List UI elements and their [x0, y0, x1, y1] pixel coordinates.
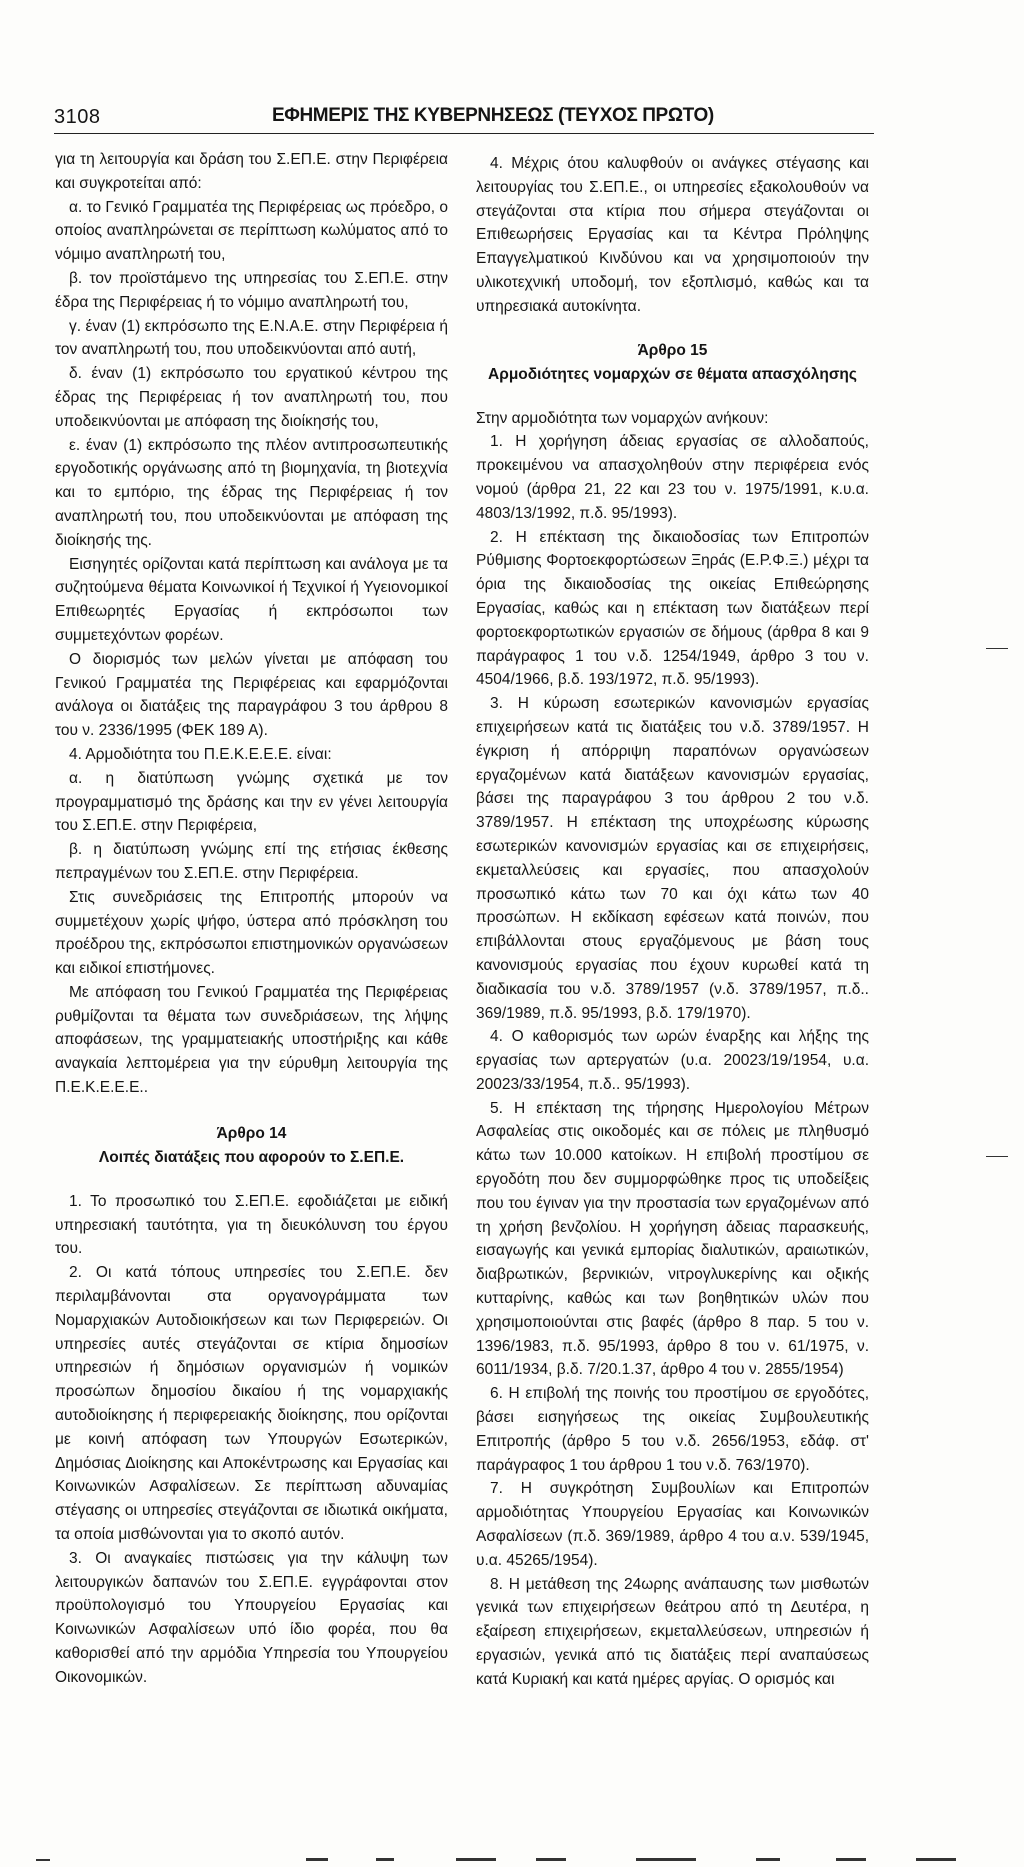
paragraph: 5. Η επέκταση της τήρησης Ημερολογίου Μέτρων Ασφαλείας στις οικοδομές και σε πόλεις με πληθυσμό κάτω των 10.000 κατοίκων. Η επιβολή προστίμου σε εργοδότη που δεν συμμορφώθηκε προς τις υποδείξεις που του έγιναν για την προστασία των εργαζομένων από τη χρήση βενζολίου. Η χορήγηση άδειας παρασκευής, εισαγωγής και γενικά εμπορίας διαλυτικών, αραιωτικών, διαβρωτικών, βερνικιών, νιτρογλυκερίνης και οξικής κυτταρίνης, καθώς και των βοηθητικών υλών που χρησιμοποιούνται στις βαφές (άρθρο 8 παρ. 5 του ν. 1396/1983, π.δ. 95/1993, άρθρο 8 του ν. 61/1975, ν. 6011/1934, β.δ. 7/20.1.37, άρθρο 4 του ν. 2855/1954)	[476, 1099, 869, 1379]
paragraph: Στις συνεδριάσεις της Επιτροπής μπορούν να συμμετέχουν χωρίς ψήφο, ύστερα από πρόσκληση του προέδρου της, εκπρόσωποι επιστημονικών οργανώσεων και ειδικοί επιστήμονες.	[55, 888, 448, 978]
paragraph: Εισηγητές ορίζονται κατά περίπτωση και ανάλογα με τα συζητούμενα θέματα Κοινωνικοί ή Τεχνικοί ή Υγειονομικοί Επιθεωρητές Εργασίας ή εκπρόσωποι των συμμετεχόντων φορέων.	[55, 555, 448, 644]
left-column	[55, 148, 448, 1690]
paragraph: 3. Οι αναγκαίες πιστώσεις για την κάλυψη των λειτουργικών δαπανών του Σ.ΕΠ.Ε. εγγράφονται στον προϋπολογισμό του Υπουργείου Εργασίας και Κοινωνικών Ασφαλίσεων υπό ίδιο φορέα, που θα καθορισθεί από την αρμόδια Υπηρεσία του Υπουργείου Οικονομικών.	[55, 1549, 448, 1686]
gazette-title: ΕΦΗΜΕΡΙΣ ΤΗΣ ΚΥΒΕΡΝΗΣΕΩΣ (ΤΕΥΧΟΣ ΠΡΩΤΟ)	[272, 105, 714, 126]
paragraph: 2. Η επέκταση της δικαιοδοσίας των Επιτροπών Ρύθμισης Φορτοεκφορτώσεων Ξηράς (Ε.Ρ.Φ.Ξ.) μέχρι τα όρια της δικαιοδοσίας της οικείας Επιθεώρησης Εργασίας, καθώς και η επέκταση των διατάξεων περί φορτοεκφορτωτικών εργασιών σε δήμους (άρθρα 8 και 9 παράγραφος 1 του ν.δ. 1254/1949, άρθρο 3 του ν. 4504/1966, β.δ. 193/1972, π.δ. 95/1993).	[476, 528, 869, 689]
paragraph: 7. Η συγκρότηση Συμβουλίων και Επιτροπών αρμοδιότητας Υπουργείου Εργασίας και Κοινωνικών Ασφαλίσεων (π.δ. 369/1989, άρθρο 4 του α.ν. 539/1945, υ.α. 45265/1954).	[476, 1480, 869, 1569]
paragraph: Στην αρμοδιότητα των νομαρχών ανήκουν:	[476, 409, 769, 427]
paragraph: 3. Η κύρωση εσωτερικών κανονισμών εργασίας επιχειρήσεων κατά τις διατάξεις του ν.δ. 3789/1957. Η έγκριση ή απόρριψη παραπόνων οργανώσεων εργαζομένων κατά διατάξεων κανονισμών εργασίας, βάσει της παραγράφου 3 του άρθρου 2 του ν.δ. 3789/1957. Η επέκταση της υποχρέωσης κύρωσης εσωτερικών κανονισμών εργασίας και σε επιχειρήσεις, εκμεταλλεύσεις και εργασίες, που απασχολούν προσωπικό κάτω των 70 και όχι κάτω των 40 προσώπων. Η εκδίκαση εφέσεων κατά ποινών, που επιβάλλονται στους εργαζόμενους με βάση τους κανονισμούς εργασίας που έχουν κυρωθεί κατά τη διαδικασία του ν.δ. 3789/1957 (ν.δ. 3789/1957, π.δ.. 369/1989, π.δ. 95/1993, β.δ. 179/1970).	[476, 695, 869, 1022]
paragraph: β. η διατύπωση γνώμης επί της ετήσιας έκθεσης πεπραγμένων του Σ.ΕΠ.Ε. στην Περιφέρεια.	[55, 841, 448, 882]
page-number: 3108	[54, 106, 101, 128]
page-header	[54, 104, 874, 136]
article-15-title: Άρθρο 15	[637, 341, 708, 359]
paragraph: γ. έναν (1) εκπρόσωπο της Ε.Ν.Α.Ε. στην Περιφέρεια ή τον αναπληρωτή του, που υποδεικνύονται από αυτή,	[55, 317, 448, 359]
paragraph: 8. Η μετάθεση της 24ωρης ανάπαυσης των μισθωτών γενικά των επιχειρήσεων θεάτρου από τη Δευτέρα, η εξαίρεση επιχειρήσεων, εκμεταλλεύσεων, υπηρεσιών ή εργασιών, γενικά από τις διατάξεις περί αναπαύσεως κατά Κυριακή και κατά ημέρες αργίας. Ο ορισμός και	[476, 1575, 869, 1688]
article-14-heading: Λοιπές διατάξεις που αφορούν το Σ.ΕΠ.Ε.	[98, 1148, 405, 1166]
article-15-block	[476, 339, 869, 387]
margin-mark	[986, 648, 1008, 649]
right-column	[476, 152, 869, 1692]
paragraph: 6. Η επιβολή της ποινής του προστίμου σε εργοδότες, βάσει εισηγήσεως της οικείας Συμβουλευτικής Επιτροπής (άρθρο 5 του ν.δ. 2656/1953, εδάφ. στ' παράγραφος 1 του άρθρου 1 του ν.δ. 763/1970).	[476, 1385, 869, 1474]
paragraph: 4. Αρμοδιότητα του Π.Ε.Κ.Ε.Ε.Ε. είναι:	[69, 745, 332, 763]
paragraph: 4. Ο καθορισμός των ωρών έναρξης και λήξης της εργασίας των αρτεργατών (υ.α. 20023/19/1954, υ.α. 20023/33/1954, π.δ.. 95/1993).	[476, 1028, 869, 1093]
paragraph: 2. Οι κατά τόπους υπηρεσίες του Σ.ΕΠ.Ε. δεν περιλαμβάνονται στα οργανογράμματα των Νομαρχιακών Αυτοδιοικήσεων και των Περιφερειών. Οι υπηρεσίες αυτές στεγάζονται σε κτίρια δημοσίων υπηρεσιών ή δημόσιων οργανισμών ή νομικών προσώπων δημοσίου δικαίου ή της νομαρχιακής αυτοδιοίκησης ή περιφερειακής διοίκησης, που ορίζονται με κοινή απόφαση των Υπουργών Εσωτερικών, Δημόσιας Διοίκησης και Αποκέντρωσης και Εργασίας και Κοινωνικών Ασφαλίσεων. Σε περίπτωση αδυναμίας στέγασης οι υπηρεσίες στεγάζονται σε ιδιωτικά οικήματα, τα οποία μισθώνονται για το σκοπό αυτόν.	[55, 1264, 448, 1544]
header-rule	[54, 133, 874, 134]
paragraph: 1. Το προσωπικό του Σ.ΕΠ.Ε. εφοδιάζεται με ειδική υπηρεσιακή ταυτότητα, για τη διευκόλυνση του έργου του.	[55, 1192, 448, 1258]
margin-mark	[986, 1156, 1008, 1157]
paragraph: α. το Γενικό Γραμματέα της Περιφέρειας ως πρόεδρο, ο οποίος αναπληρώνεται σε περίπτωση κωλύματος από το νόμιμο αναπληρωτή του,	[55, 198, 448, 264]
paragraph: δ. έναν (1) εκπρόσωπο του εργατικού κέντρου της έδρας της Περιφέρειας ή τον αναπληρωτή του, που υποδεικνύονται με απόφαση της διοίκησής του,	[55, 365, 448, 430]
paragraph: 1. Η χορήγηση άδειας εργασίας σε αλλοδαπούς, προκειμένου να απασχοληθούν στην περιφέρεια ενός νομού (άρθρα 21, 22 και 23 του ν. 1975/1991, κ.υ.α. 4803/13/1992, π.δ. 95/1993).	[476, 433, 869, 522]
article-15-heading: Αρμοδιότητες νομαρχών σε θέματα απασχόλησης	[488, 365, 857, 383]
paragraph: β. τον προϊστάμενο της υπηρεσίας του Σ.ΕΠ.Ε. στην έδρα της Περιφέρειας ή το νόμιμο αναπληρωτή του,	[55, 269, 448, 311]
article-14-block	[55, 1122, 448, 1170]
article-14-title: Άρθρο 14	[216, 1124, 287, 1142]
paragraph: Με απόφαση του Γενικού Γραμματέα της Περιφέρειας ρυθμίζονται τα θέματα των συνεδριάσεων, της λήψης αποφάσεων, της γραμματειακής υποστήριξης και κάθε αναγκαία λεπτομέρεια για την εύρυθμη λειτουργία της Π.Ε.Κ.Ε.Ε.Ε..	[55, 983, 448, 1097]
paragraph: 4. Μέχρις ότου καλυφθούν οι ανάγκες στέγασης και λειτουργίας του Σ.ΕΠ.Ε., οι υπηρεσίες εξακολουθούν να στεγάζονται στα κτίρια που σήμερα στεγάζονται οι Επιθεωρήσεις Εργασίας και τα Κέντρα Πρόληψης Επαγγελματικού Κινδύνου και να χρησιμοποιούν την υλικοτεχνική υποδομή, τον εξοπλισμό, καθώς και τα υπηρεσιακά αυτοκίνητα.	[476, 155, 869, 315]
scan-edge-noise	[36, 1857, 996, 1863]
paragraph: ε. έναν (1) εκπρόσωπο της πλέον αντιπροσωπευτικής εργοδοτικής οργάνωσης από τη βιομηχανία, τη βιοτεχνία και το εμπόριο, της έδρας της Περιφέρειας ή τον αναπληρωτή του, που υποδεικνύονται με απόφαση της διοίκησής της.	[55, 436, 448, 549]
paragraph: Ο διορισμός των μελών γίνεται με απόφαση του Γενικού Γραμματέα της Περιφέρειας και εφαρμόζονται ανάλογα οι διατάξεις της παραγράφου 3 του άρθρου 8 του ν. 2336/1995 (ΦΕΚ 189 Α).	[55, 650, 448, 740]
paragraph: για τη λειτουργία και δράση του Σ.ΕΠ.Ε. στην Περιφέρεια και συγκροτείται από:	[55, 151, 448, 192]
paragraph: α. η διατύπωση γνώμης σχετικά με τον προγραμματισμό της δράσης και την εν γένει λειτουργία του Σ.ΕΠ.Ε. στην Περιφέρεια,	[55, 769, 448, 835]
